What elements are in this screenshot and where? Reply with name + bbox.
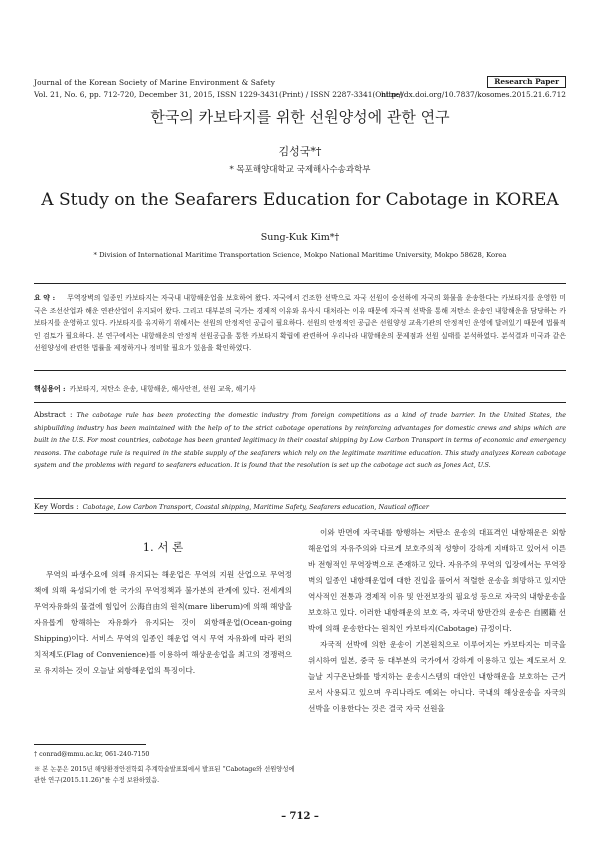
divider — [34, 370, 566, 371]
journal-citation: Vol. 21, No. 6, pp. 712-720, December 31, 2015, ISSN 1229-3431(Print) / ISSN 2287-3341(Online) — [34, 90, 403, 99]
affiliation-english: * Division of International Maritime Transportation Science, Mokpo National Maritime University, Mokpo 58628, Korea — [93, 251, 507, 259]
footnote-divider — [34, 744, 146, 745]
divider — [34, 402, 566, 403]
doi-link[interactable]: http://dx.doi.org/10.7837/kosomes.2015.21.6.712 — [380, 90, 566, 99]
title-english: A Study on the Seafarers Education for Cabotage in KOREA — [41, 190, 559, 210]
abstract-korean-label: 요 약 : — [34, 294, 56, 302]
body-paragraph: 이와 반면에 자국내를 항행하는 저탄소 운송의 대표격인 내항해운은 외항해운업의 자유주의와 다르게 보호주의적 성향이 강하게 지배하고 있어서 이른바 전형적인 무역장벽으로 존재하고 있다. 자유주의 무역의 입장에서는 무역장벽의 일종인 내항해운업에 대한 진입을 풀어서 적렬한 운송을 희망하고 있지만 역사적인 전통과 경제적 이유 및 안전보장의 필요성 등으로 자국의 내항운송을 보호하고 있다. 이러한 내항해운의 보호 즉, 자국내 항만간의 운송은 自國籍 선박에 의해 운송한다는 원칙인 카보타지(Cabotage) 규정이다. — [308, 528, 566, 633]
body-paragraph: 무역의 파생수요에 의해 유지되는 해운업은 무역의 지원 산업으로 무역정책에 의해 육성되기에 한 국가의 무역정책과 불가분의 관계에 있다. 전세계의 무역자유화의 물결에 힘입어 公海自由의 원칙(mare liberum)에 의해 해양을 자유롭게 항해하는 자유화가 유지되는 것이 외항해운업(Ocean-going Shipping)이다. 서비스 무역의 일종인 해운업 역시 무역 자유화에 따라 편의치적제도(Flag of Convenience)를 이용하여 해상운송업을 최고의 경쟁력으로 유지하는 것이 오늘날 외항해운업의 특징이다. — [34, 570, 292, 675]
abstract-english-label: Abstract : — [34, 410, 73, 419]
article-type-badge: Research Paper — [487, 76, 566, 88]
keywords-english-label: Key Words : — [34, 502, 79, 511]
abstract-english — [34, 409, 566, 472]
body-paragraph: 자국적 선박에 의한 운송이 기본원칙으로 이루어지는 카보타지는 미국을 위시하여 일본, 중국 등 대부분의 국가에서 강하게 이용하고 있는 제도로서 오늘날 지구온난화를 방지하는 운송시스템의 대안인 내항해운을 보호하는 근거로서 사용되고 있으며 우리나라도 예외는 아니다. 국내의 해상운송을 자국의 선박을 이용한다는 것은 결국 자국 선원을 — [308, 640, 566, 713]
body-column-right — [308, 525, 566, 717]
author-english: Sung-Kuk Kim*† — [260, 232, 340, 243]
footnote-contact: † conrad@mmu.ac.kr, 061-240-7150 — [34, 751, 150, 758]
author-korean: 김성국*† — [278, 145, 322, 158]
journal-name: Journal of the Korean Society of Marine Environment & Safety — [34, 78, 276, 87]
divider — [34, 283, 566, 284]
abstract-english-text: The cabotage rule has been protecting the domestic industry from foreign competitions as a kind of trade barrier. In the United States, the shipbuilding industry has been maintained with the help of to the strict cabotage operations by reinforcing advantages for domestic crews and ships which are built in the U.S. For most countries, cabotage has been granted legitimacy in their coastal shipping by Low Carbon Transport in terms of economic and emergency reasons. The cabotage rule is required in the stable supply of the seafarers which rely on the legitimate maritime education. This study analyzes Korean cabotage system and the problems with regard to seafarers education. It is found that the resolution is set up the cabotage act such as Jones Act, U.S. — [34, 411, 567, 469]
divider — [34, 498, 566, 499]
abstract-korean-text: 무역장벽의 일종인 카보타지는 자국내 내항해운업을 보호하여 왔다. 자국에서 건조한 선박으로 자국 선원이 승선하에 자국의 화물을 운송한다는 카보타지를 운영한 미국은 조선산업과 해운 연관산업이 유지되어 왔다. 그리고 대부분의 국가는 경제적 이유와 유사시 대처라는 이유 때문에 자국적 선박을 통해 저탄소 운송인 내항해운을 담당하는 카보타지를 운영하고 있다. 카보타지를 유지하기 위해서는 선원의 안정적인 공급이 필요하다. 선원의 안정적인 공급은 선원양성 교육기관의 안정적인 운영에 달려있기 때문에 법률적인 검토가 필요하다. 본 연구에서는 내항해운의 안정적 선원공급을 통한 카보타지 확립에 관련하여 우리나라 내항해운의 문제점과 선원 실태를 분석하였다. 분석결과 미국과 같은 선원양성에 관련한 법률을 제정하거나 정비할 필요가 있음을 확인하였다. — [34, 294, 566, 353]
abstract-korean — [34, 292, 566, 355]
section-heading-introduction: 1. 서 론 — [142, 540, 184, 554]
body-column-left — [34, 525, 292, 679]
affiliation-korean: * 목포해양대학교 국제해사수송과학부 — [229, 165, 371, 175]
keywords-english — [34, 502, 566, 511]
divider — [34, 513, 566, 514]
keywords-korean-label: 핵심용어 : — [34, 385, 66, 393]
keywords-english-text: Cabotage, Low Carbon Transport, Coastal shipping, Maritime Safety, Seafarers education, Nautical officer — [82, 503, 429, 511]
keywords-korean — [34, 383, 566, 393]
page-number: – 712 – — [281, 811, 319, 822]
keywords-korean-text: 카보타지, 저탄소 운송, 내항해운, 해사안전, 선원 교육, 해기사 — [69, 385, 256, 393]
title-korean: 한국의 카보타지를 위한 선원양성에 관한 연구 — [150, 108, 450, 126]
footnote-note: ※ 본 논문은 2015년 해양환경안전학회 추계학술발표회에서 발표된 “Cabotage와 선원양성에 관한 연구(2015.11.26)”를 수정 보완하였음. — [34, 766, 295, 784]
